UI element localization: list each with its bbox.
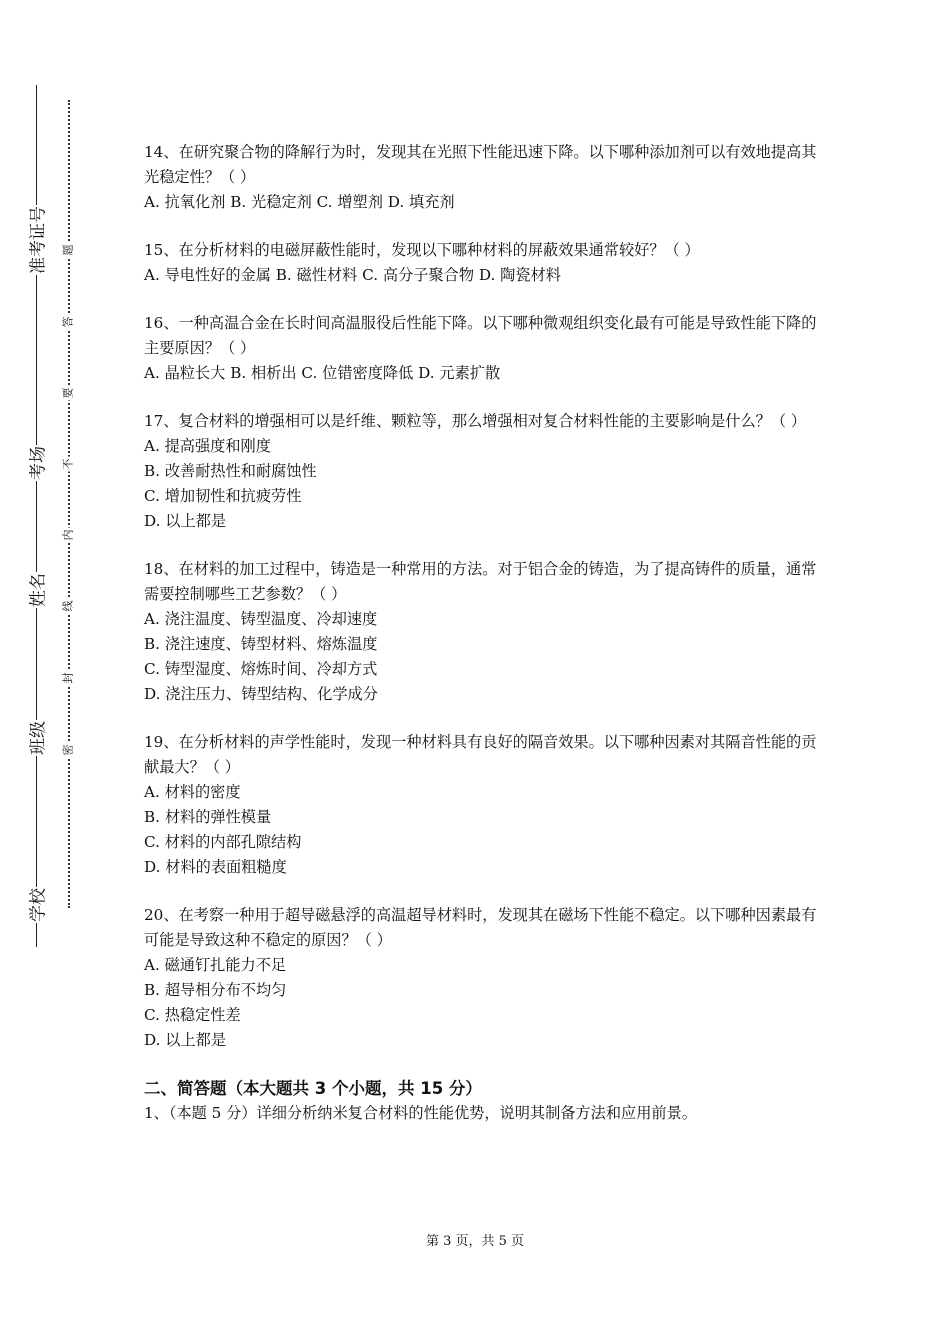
seal-char: 内: [61, 529, 75, 541]
seal-char: 密: [61, 744, 75, 756]
question-14: [144, 140, 824, 215]
seal-char: 不: [61, 458, 75, 470]
question-stem: 17、复合材料的增强相可以是纤维、颗粒等，那么增强相对复合材料性能的主要影响是什么？（ ）: [144, 412, 807, 430]
option-b: B. 材料的弹性模量: [144, 808, 272, 826]
question-stem: 18、在材料的加工过程中，铸造是一种常用的方法。对于铝合金的铸造，为了提高铸件的质量，通常需要控制哪些工艺参数？（ ）: [144, 560, 817, 603]
question-17: [144, 409, 824, 534]
question-options: A. 晶粒长大 B. 相析出 C. 位错密度降低 D. 元素扩散: [144, 364, 501, 382]
seal-char: 封: [61, 672, 75, 684]
option-a: A. 提高强度和刚度: [144, 437, 271, 455]
option-d: D. 以上都是: [144, 1031, 227, 1049]
option-b: B. 超导相分布不均匀: [144, 981, 287, 999]
question-15: [144, 238, 824, 288]
seal-char: 答: [61, 316, 75, 328]
question-options: A. 抗氧化剂 B. 光稳定剂 C. 增塑剂 D. 填充剂: [144, 193, 455, 211]
section-short-answer: [144, 1076, 824, 1126]
option-a: A. 浇注温度、铸型温度、冷却速度: [144, 610, 378, 628]
option-c: C. 增加韧性和抗疲劳性: [144, 487, 302, 505]
question-stem: 15、在分析材料的电磁屏蔽性能时，发现以下哪种材料的屏蔽效果通常较好？（ ）: [144, 241, 700, 259]
option-a: A. 材料的密度: [144, 783, 241, 801]
field-name: 姓名: [22, 572, 51, 608]
seal-char: 要: [61, 387, 75, 399]
question-20: [144, 903, 824, 1053]
option-c: C. 热稳定性差: [144, 1006, 241, 1024]
field-exam-number: 准考证号: [22, 205, 51, 275]
question-stem: 14、在研究聚合物的降解行为时，发现其在光照下性能迅速下降。以下哪种添加剂可以有效地提高其光稳定性？（ ）: [144, 143, 817, 186]
option-b: B. 改善耐热性和耐腐蚀性: [144, 462, 317, 480]
question-stem: 19、在分析材料的声学性能时，发现一种材料具有良好的隔音效果。以下哪种因素对其隔音性能的贡献最大？（ ）: [144, 733, 817, 776]
binding-margin: [0, 0, 100, 1344]
option-d: D. 材料的表面粗糙度: [144, 858, 287, 876]
seal-char: 线: [61, 600, 75, 612]
exam-content: [144, 140, 824, 1126]
question-stem: 16、一种高温合金在长时间高温服役后性能下降。以下哪种微观组织变化最有可能是导致性能下降的主要原因？（ ）: [144, 314, 817, 357]
option-d: D. 浇注压力、铸型结构、化学成分: [144, 685, 378, 703]
field-school: 学校: [22, 887, 51, 923]
question-options: A. 导电性好的金属 B. 磁性材料 C. 高分子聚合物 D. 陶瓷材料: [144, 266, 561, 284]
page-footer: 第 3 页，共 5 页: [425, 1234, 525, 1249]
field-class: 班级: [22, 720, 51, 756]
seal-char: 题: [61, 244, 75, 256]
section-title: 二、简答题（本大题共 3 个小题，共 15 分）: [144, 1079, 482, 1098]
short-answer-question-1: 1、（本题 5 分）详细分析纳米复合材料的性能优势，说明其制备方法和应用前景。: [144, 1104, 697, 1122]
option-a: A. 磁通钉扎能力不足: [144, 956, 287, 974]
option-c: C. 铸型湿度、熔炼时间、冷却方式: [144, 660, 378, 678]
option-b: B. 浇注速度、铸型材料、熔炼温度: [144, 635, 378, 653]
option-c: C. 材料的内部孔隙结构: [144, 833, 302, 851]
question-16: [144, 311, 824, 386]
question-19: [144, 730, 824, 880]
question-18: [144, 557, 824, 707]
option-d: D. 以上都是: [144, 512, 227, 530]
binding-dotted-line: [68, 100, 70, 908]
field-exam-room: 考场: [22, 445, 51, 481]
question-stem: 20、在考察一种用于超导磁悬浮的高温超导材料时，发现其在磁场下性能不稳定。以下哪种因素最有可能是导致这种不稳定的原因？（ ）: [144, 906, 817, 949]
